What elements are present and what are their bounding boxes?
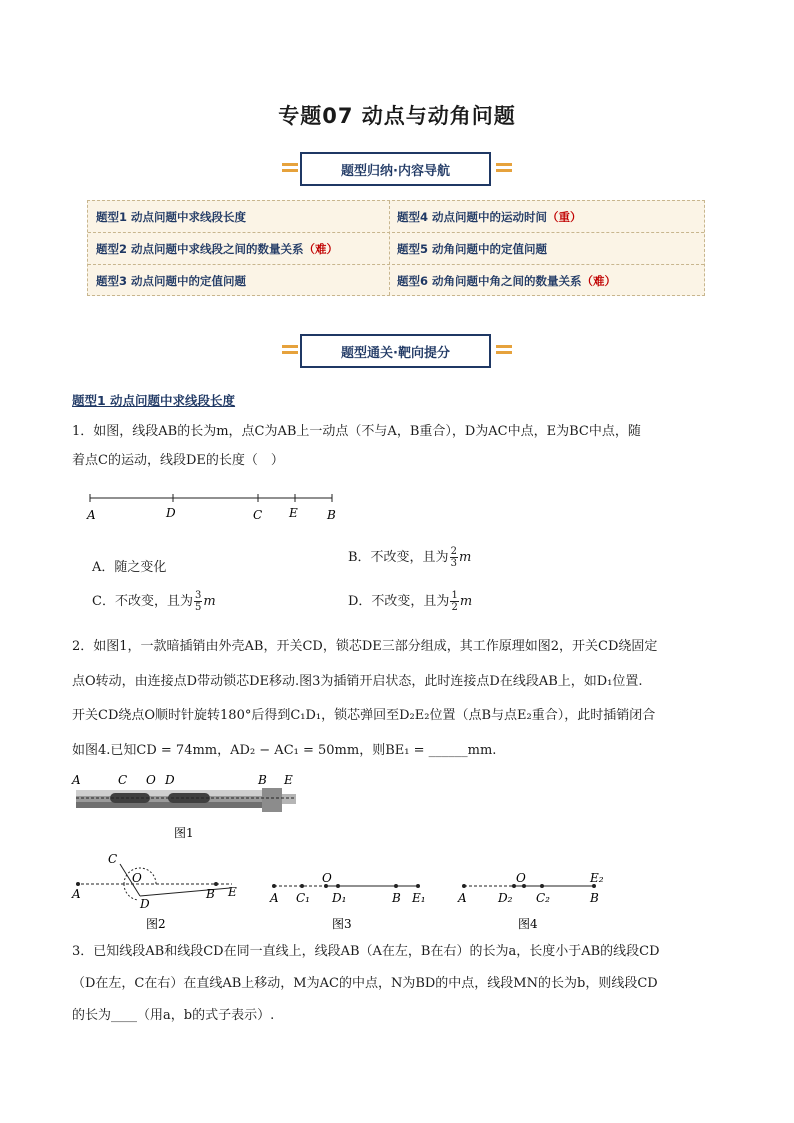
toc-item-3[interactable]: 题型3 动点问题中的定值问题 xyxy=(96,274,247,288)
banner-right-decor-icon xyxy=(496,343,512,359)
fig2-caption: 图2 xyxy=(146,917,166,931)
fig4-label-D2: D₂ xyxy=(498,891,513,905)
toc-item-1[interactable]: 题型1 动点问题中求线段长度 xyxy=(96,210,247,224)
fig2-label-E: E xyxy=(228,885,237,899)
fig1-label-E: E xyxy=(284,773,293,787)
fig1-caption: 图1 xyxy=(174,826,194,840)
toc-item-6[interactable]: 题型6 动角问题中角之间的数量关系 （难） xyxy=(397,274,617,288)
figure-1-latch xyxy=(70,770,310,842)
option-b[interactable]: B．不改变，且为 $\frac{2}{3}$ m xyxy=(348,546,472,569)
toc-table xyxy=(87,200,705,296)
fig3-caption: 图3 xyxy=(332,917,352,931)
figure-3-open-state xyxy=(266,868,436,934)
point-label-A: A xyxy=(87,508,96,522)
option-d[interactable]: D．不改变，且为 $\frac{1}{2}$ m xyxy=(348,590,473,613)
fig4-caption: 图4 xyxy=(518,917,538,931)
option-a[interactable]: A．随之变化 xyxy=(92,560,167,575)
fig2-label-C: C xyxy=(108,852,118,866)
fig3-label-O: O xyxy=(322,871,332,885)
page-title: 专题07 动点与动角问题 xyxy=(278,104,516,128)
fig4-label-O: O xyxy=(516,871,526,885)
nav-banner xyxy=(0,150,794,190)
fig4-label-E2: E₂ xyxy=(590,871,604,885)
section-heading[interactable]: 题型1 动点问题中求线段长度 xyxy=(72,393,236,408)
question-1-figure xyxy=(80,488,350,528)
fig1-label-D: D xyxy=(165,773,175,787)
fig4-label-B: B xyxy=(590,891,599,905)
fig2-label-B: B xyxy=(206,887,215,901)
fig3-label-A: A xyxy=(270,891,279,905)
nav-banner-label: 题型归纳·内容导航 xyxy=(300,152,491,186)
fig4-label-C2: C₂ xyxy=(536,891,550,905)
question-3-text: 3．已知线段AB和线段CD在同一直线上，线段AB（A在左，B在右）的长为a，长度小于AB的线段CD （D在左，C在右）在直线AB上移动，M为AC的中点，N为BD的中点，线段MN的长为b，则线段CD 的长为____（用a，b的式子表示）. xyxy=(72,944,660,1023)
point-label-B: B xyxy=(327,508,336,522)
banner-right-decor-icon xyxy=(496,161,512,177)
point-label-D: D xyxy=(166,506,176,520)
toc-item-2[interactable]: 题型2 动点问题中求线段之间的数量关系 （难） xyxy=(96,242,339,256)
fig3-label-C1: C₁ xyxy=(296,891,310,905)
fig2-label-D: D xyxy=(140,897,150,911)
banner-left-decor-icon xyxy=(282,343,298,359)
figure-2-mechanism xyxy=(66,850,256,934)
point-label-C: C xyxy=(253,508,263,522)
fig3-label-B: B xyxy=(392,891,401,905)
fig1-label-O: O xyxy=(146,773,156,787)
practice-banner-label: 题型通关·靶向提分 xyxy=(300,334,491,368)
figure-4-closed-state xyxy=(454,868,614,934)
question-2-text: 2．如图1，一款暗插销由外壳AB，开关CD，锁芯DE三部分组成，其工作原理如图2，开关CD绕固定 点O转动，由连接点D带动锁芯DE移动.图3为插销开启状态，此时连接点D在线段AB上，如D₁位置. 开关CD绕点O顺时针旋转180°后得到C₁D₁，锁芯弹回至D₂E₂位置（点B与点E₂重合），此时插销闭合 如图4.已知CD = 74mm，AD₂ − AC₁ = 50mm，则BE₁ = ______mm. xyxy=(72,639,658,758)
option-c[interactable]: C．不改变，且为 $\frac{3}{5}$ m xyxy=(92,590,216,613)
question-1-text: 1．如图，线段AB的长为m，点C为AB上一动点（不与A，B重合），D为AC中点，E为BC中点，随 着点C的运动，线段DE的长度（ ） xyxy=(72,424,641,468)
fig3-label-D1: D₁ xyxy=(332,891,347,905)
practice-banner xyxy=(0,332,794,372)
fig2-label-A: A xyxy=(72,887,81,901)
point-label-E: E xyxy=(289,506,298,520)
fig4-label-A: A xyxy=(458,891,467,905)
banner-left-decor-icon xyxy=(282,161,298,177)
fig2-label-O: O xyxy=(132,871,142,885)
fig1-label-C: C xyxy=(118,773,128,787)
fig1-label-A: A xyxy=(72,773,81,787)
fig1-label-B: B xyxy=(258,773,267,787)
toc-item-4[interactable]: 题型4 动点问题中的运动时间 （重） xyxy=(397,210,582,224)
toc-item-5[interactable]: 题型5 动角问题中的定值问题 xyxy=(397,242,548,256)
fig3-label-E1: E₁ xyxy=(412,891,426,905)
